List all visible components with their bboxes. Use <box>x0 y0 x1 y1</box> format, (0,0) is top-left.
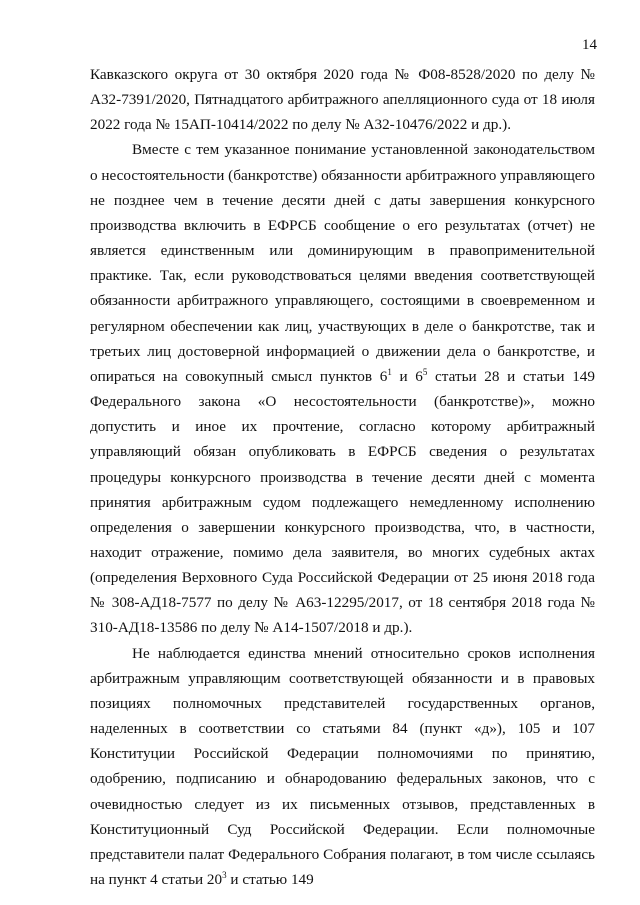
superscript-index: 1 <box>387 366 392 377</box>
text-run: Не наблюдается единства мнений относительно сроков исполнения арбитражным управляющим соответствующей обязанности и в правовых позициях полномочных представителей государственных органов, наделенных в соответствии со статьями 84 (пункт «д»), 105 и 107 Конституции Российской Федерации полномочиями по принятию, одобрению, подписанию и обнародованию федеральных законов, что с очевидностью следует из их письменных отзывов, представленных в Конституционный Суд Российской Федерации. Если полномочные представители палат Федерального Собрания полагают, в том числе ссылаясь на пункт 4 статьи 20 <box>90 644 595 888</box>
paragraph-no-unity-of-opinion <box>90 641 595 893</box>
text-run: и статью 149 <box>226 871 314 888</box>
superscript-index: 5 <box>422 366 428 377</box>
paragraph-continued <box>90 62 595 137</box>
text-run: Кавказского округа от 30 октября 2020 года № Ф08-8528/2020 по делу № А32-7391/2020, Пятнадцатого арбитражного апелляционного суда от 18 июля 2022 года № 15АП-10414/2022 по делу № А32-10476/2022 и др.). <box>90 66 595 134</box>
superscript-index: 3 <box>222 869 227 880</box>
text-run: и 6 <box>391 367 423 385</box>
page-number: 14 <box>582 37 597 53</box>
text-run: Вместе с тем указанное понимание установленной законодательством о несостоятельности (банкротстве) обязанности арбитражного управляющего не позднее чем в течение десяти дней с даты завершения конкурсного производства включить в ЕФРСБ сообщение о его результатах (отчет) не является единственным или доминирующим в правоприменительной практике. Так, если руководствоваться целями введения соответствующей обязанности арбитражного управляющего, состоящими в своевременном и регулярном обеспечении как лиц, участвующих в деле о банкротстве, так и третьих лиц достоверной информацией о движении дела о банкротстве, и опираться на совокупный смысл пунктов 6 <box>90 141 595 385</box>
paragraph-efrsb-obligation <box>90 137 595 640</box>
text-run: статьи 28 и статьи 149 Федерального закона «О несостоятельности (банкротстве)», можно допустить и иное их прочтение, согласно которому арбитражный управляющий обязан опубликовать в ЕФРСБ сведения о результатах процедуры конкурсного производства в течение десяти дней с момента принятия арбитражным судом подлежащего немедленному исполнению определения о завершении конкурсного производства, что, в частности, находит отражение, помимо дела заявителя, во многих судебных актах (определения Верховного Суда Российской Федерации от 25 июня 2018 года № 308-АД18-7577 по делу № А63-12295/2017, от 18 сентября 2018 года № 310-АД18-13586 по делу № А14-1507/2018 и др.). <box>90 367 595 637</box>
document-body <box>90 62 595 892</box>
